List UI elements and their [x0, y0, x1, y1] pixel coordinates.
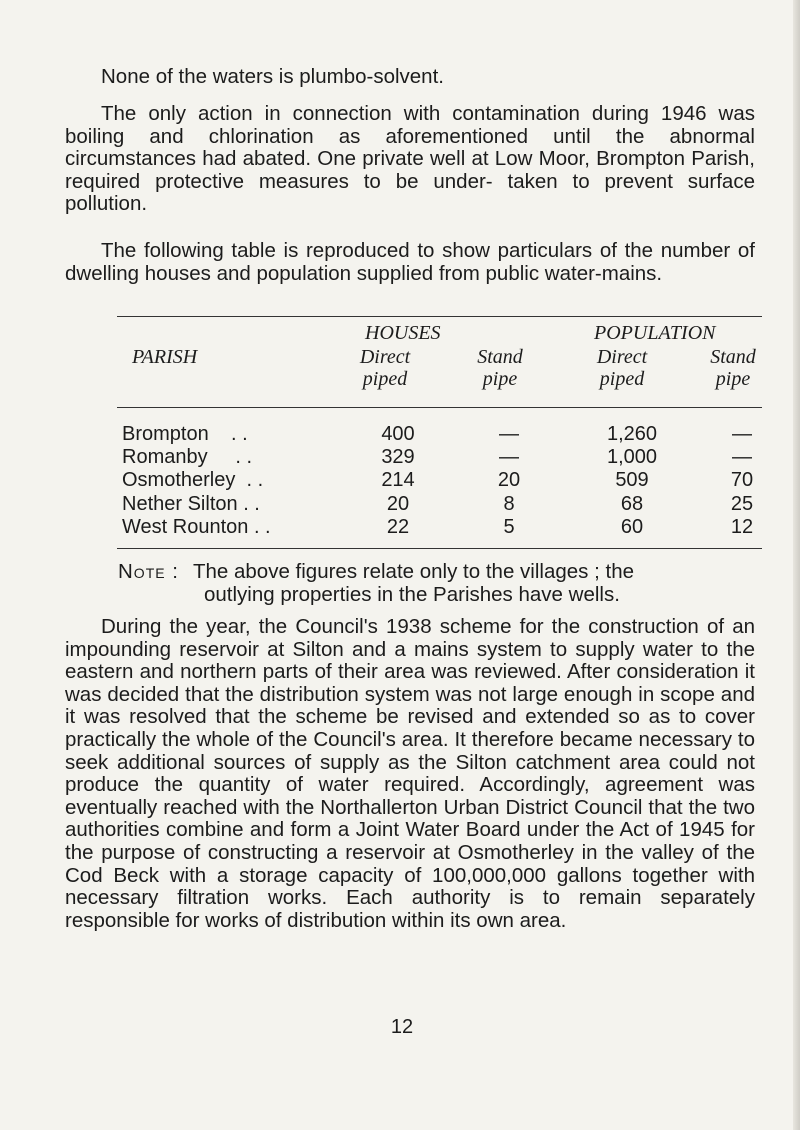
header-population-direct: Direct piped	[596, 346, 648, 390]
header-parish: PARISH	[132, 346, 198, 368]
paragraph-contamination-action: The only action in connection with contamination during 1946 was boiling and chlorination as aforementioned until the abnormal circumstances had abated. One private well at Low Moor, Brompton Parish, required protective measures to be under- taken to prevent surface pollution.	[65, 102, 755, 216]
note-label: Note :	[118, 560, 179, 583]
cell-population-stand: 70	[730, 469, 754, 491]
cell-houses-direct: 22	[386, 516, 410, 538]
cell-population-stand: —	[732, 446, 752, 468]
cell-houses-stand: 5	[503, 516, 515, 538]
header-houses-direct: Direct piped	[359, 346, 411, 390]
paragraph-table-intro: The following table is reproduced to show particulars of the number of dwelling houses and population supplied from public water-mains.	[65, 239, 755, 285]
page-number: 12	[390, 1016, 414, 1038]
cell-parish: Brompton . .	[122, 423, 248, 445]
cell-population-direct: 1,000	[606, 446, 658, 468]
table-note	[118, 560, 768, 606]
cell-population-direct: 68	[620, 493, 644, 515]
table-top-rule	[117, 316, 762, 317]
table-header-rule	[117, 407, 762, 408]
header-group-houses: HOUSES	[365, 322, 441, 344]
cell-parish: Romanby . .	[122, 446, 253, 468]
cell-houses-stand: 20	[497, 469, 521, 491]
cell-houses-stand: 8	[503, 493, 515, 515]
table-row	[0, 516, 800, 538]
cell-houses-direct: 400	[381, 423, 415, 445]
cell-houses-direct: 214	[381, 469, 415, 491]
note-line-2: outlying properties in the Parishes have wells.	[204, 583, 620, 606]
cell-parish: Nether Silton . .	[122, 493, 260, 515]
header-population-stand: Stand pipe	[710, 346, 756, 390]
cell-population-stand: —	[732, 423, 752, 445]
paragraph-plumbo-solvent: None of the waters is plumbo-solvent.	[101, 65, 444, 88]
table-bottom-rule	[117, 548, 762, 549]
cell-parish: Osmotherley . .	[122, 469, 264, 491]
header-group-population: POPULATION	[594, 322, 716, 344]
cell-houses-stand: —	[499, 423, 519, 445]
cell-parish: West Rounton . .	[122, 516, 271, 538]
note-line-1: The above figures relate only to the villages ; the	[192, 560, 634, 583]
cell-houses-direct: 20	[386, 493, 410, 515]
page-edge	[793, 0, 800, 1130]
cell-population-direct: 60	[620, 516, 644, 538]
table-row	[0, 469, 800, 491]
table-row	[0, 446, 800, 468]
cell-population-direct: 509	[615, 469, 649, 491]
table-row	[0, 423, 800, 445]
paragraph-reservoir-scheme: During the year, the Council's 1938 scheme for the construction of an impounding reservoir at Silton and a mains system to supply water to the eastern and northern parts of their area was reviewed. After consideration it was decided that the distribution system was not large enough in scope and it was resolved that the scheme be revised and extended so as to cover practically the whole of the Council's area. It therefore became necessary to seek additional sources of supply as the Silton catchment area could not produce the quantity of water required. Accordingly, agreement was eventually reached with the Northallerton Urban District Council that the two authorities combine and form a Joint Water Board under the Act of 1945 for the purpose of constructing a reservoir at Osmotherley in the valley of the Cod Beck with a storage capacity of 100,000,000 gallons together with necessary filtration works. Each authority is to remain separately responsible for works of distribution within its own area.	[65, 615, 755, 932]
cell-houses-direct: 329	[381, 446, 415, 468]
cell-population-direct: 1,260	[606, 423, 658, 445]
table-row	[0, 493, 800, 515]
cell-population-stand: 25	[730, 493, 754, 515]
cell-houses-stand: —	[499, 446, 519, 468]
header-houses-stand: Stand pipe	[477, 346, 523, 390]
cell-population-stand: 12	[730, 516, 754, 538]
